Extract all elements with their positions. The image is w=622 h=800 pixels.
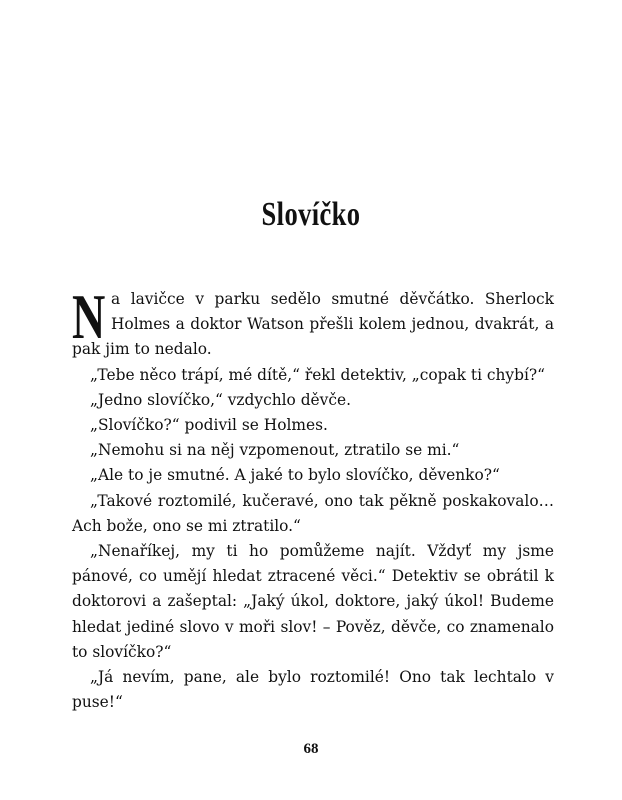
paragraph: „Slovíčko?“ podivil se Holmes. [90,416,328,435]
paragraph: „Nenaříkej, my ti ho pomůžeme najít. Vždyť my jsme pánové, co umějí hledat ztracené věci.“ Detektiv se obrátil k doktorovi a zašeptal: „Jaký úkol, doktore, jaký úkol! Budeme hledat jediné slovo v moři slov! – Pověz, děvče, co znamenalo to slovíčko?“ [72,542,554,661]
paragraph: „Jedno slovíčko,“ vzdychlo děvče. [90,390,351,409]
chapter-title: Slovíčko [261,196,361,233]
page-number: 68 [303,741,319,757]
paragraph: „Takové roztomilé, kučeravé, ono tak pěkně poskakovalo… Ach bože, ono se mi ztratilo.“ [72,491,554,535]
chapter-body [72,281,554,715]
opening-paragraph [72,281,554,363]
paragraph: „Nemohu si na něj vzpomenout, ztratilo se mi.“ [90,441,460,460]
opening-text: a lavičce v parku sedělo smutné děvčátko. Sherlock Holmes a doktor Watson přešli kolem jednou, dvakrát, a pak jim to nedalo. [72,290,554,359]
drop-cap: N [72,281,106,352]
paragraph: „Já nevím, pane, ale bylo roztomilé! Ono tak lechtalo v puse!“ [72,668,554,712]
paragraph: „Tebe něco trápí, mé dítě,“ řekl detektiv, „copak ti chybí?“ [90,365,546,384]
paragraph: „Ale to je smutné. A jaké to bylo slovíčko, děvenko?“ [90,466,500,485]
